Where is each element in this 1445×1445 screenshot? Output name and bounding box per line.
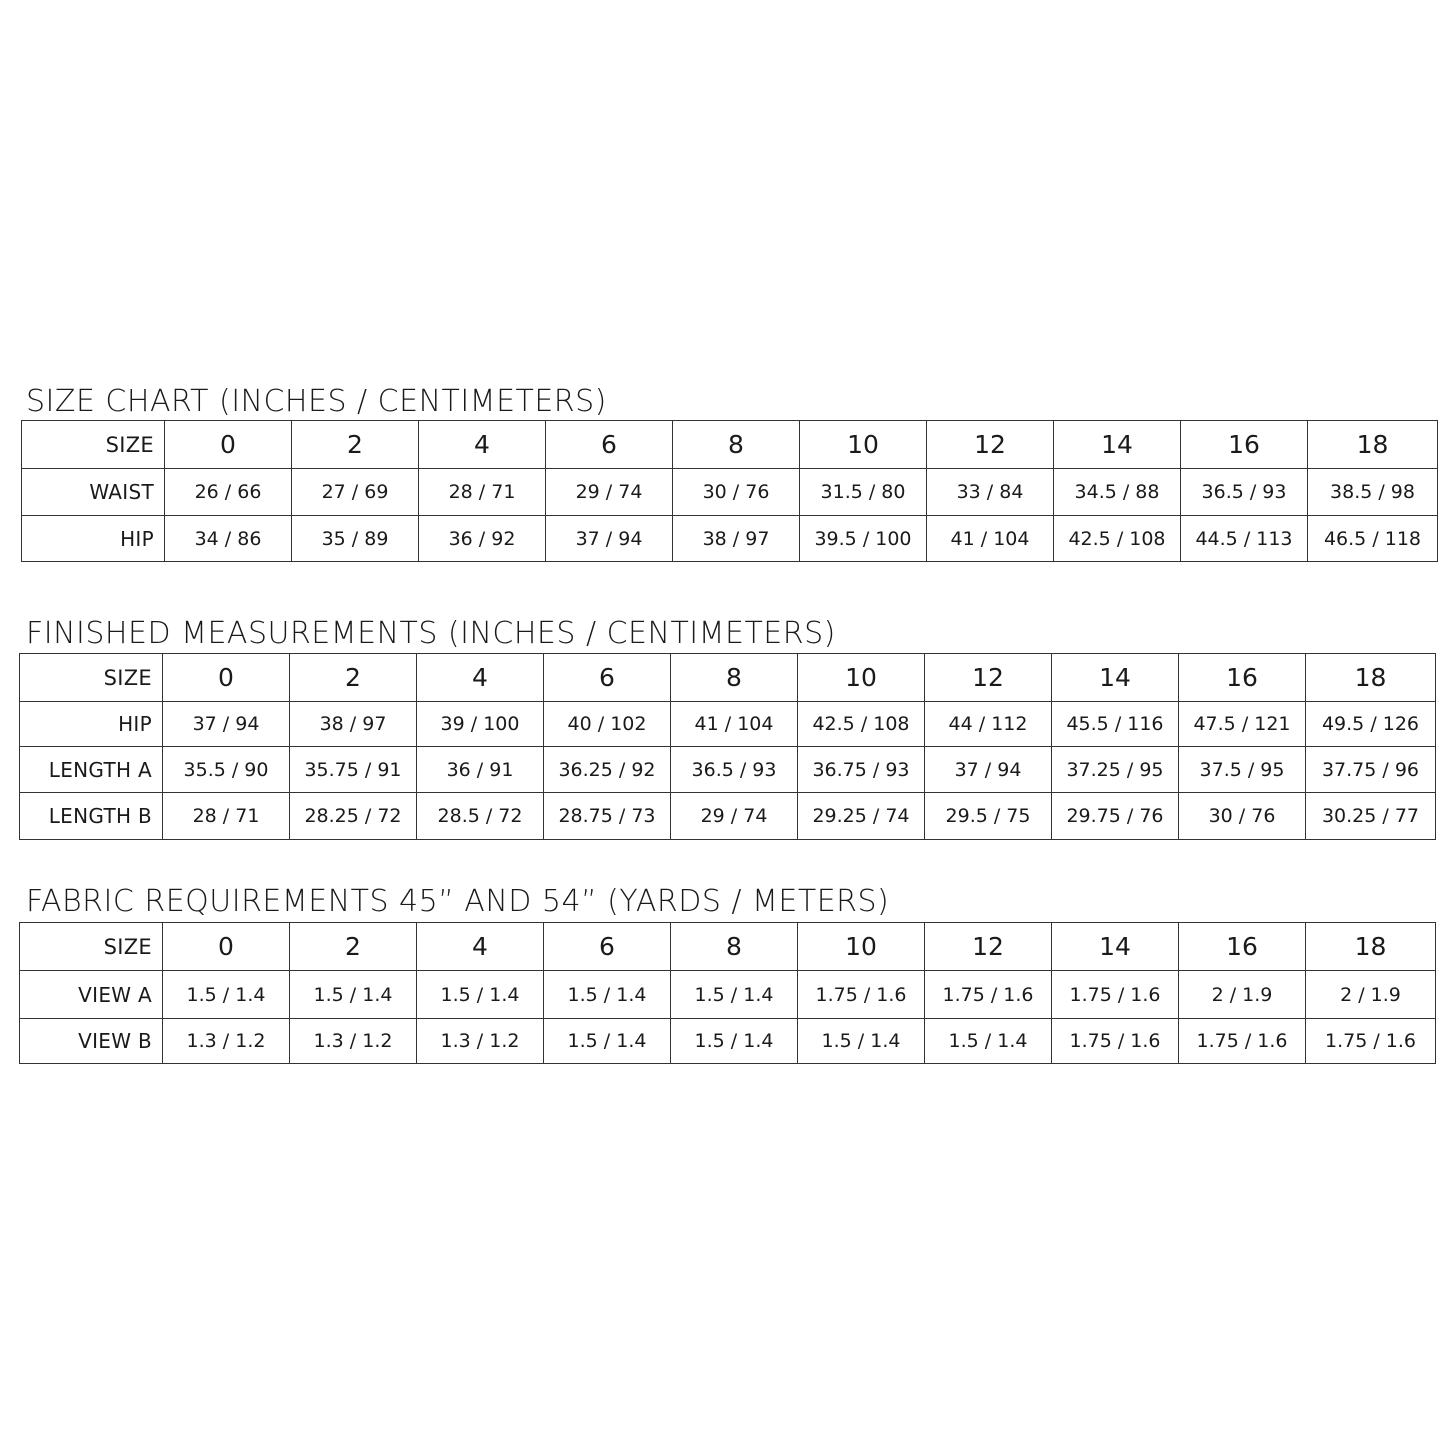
size-header-cell: 12	[927, 421, 1054, 469]
table-cell: 29.25 / 74	[798, 793, 925, 840]
size-header-cell: 14	[1052, 923, 1179, 971]
size-header-cell: 18	[1306, 923, 1436, 971]
table-row	[20, 793, 1436, 840]
row-label-length-a: LENGTH A	[20, 747, 163, 793]
table-cell: 1.75 / 1.6	[925, 971, 1052, 1019]
size-header-cell: 4	[419, 421, 546, 469]
size-header-cell: 16	[1179, 923, 1306, 971]
finished-measurements-table	[19, 653, 1436, 840]
table-cell: 26 / 66	[165, 469, 292, 516]
table-cell: 36.5 / 93	[671, 747, 798, 793]
size-header-cell: 10	[800, 421, 927, 469]
size-header-cell: 14	[1054, 421, 1181, 469]
fabric-header-row	[20, 923, 1436, 971]
table-cell: 35.75 / 91	[290, 747, 417, 793]
table-cell: 31.5 / 80	[800, 469, 927, 516]
size-header-cell: 2	[292, 421, 419, 469]
table-cell: 41 / 104	[927, 516, 1054, 562]
size-header-cell: 16	[1181, 421, 1308, 469]
table-cell: 28.75 / 73	[544, 793, 671, 840]
size-header-label: SIZE	[22, 421, 165, 469]
table-cell: 29 / 74	[546, 469, 673, 516]
row-label-length-b: LENGTH B	[20, 793, 163, 840]
table-row	[22, 469, 1438, 516]
table-cell: 49.5 / 126	[1306, 702, 1436, 747]
size-header-cell: 10	[798, 923, 925, 971]
table-cell: 30 / 76	[1179, 793, 1306, 840]
table-cell: 42.5 / 108	[798, 702, 925, 747]
table-cell: 36 / 91	[417, 747, 544, 793]
table-cell: 1.3 / 1.2	[163, 1019, 290, 1064]
table-cell: 44.5 / 113	[1181, 516, 1308, 562]
table-cell: 42.5 / 108	[1054, 516, 1181, 562]
table-cell: 37.25 / 95	[1052, 747, 1179, 793]
table-cell: 28.5 / 72	[417, 793, 544, 840]
table-cell: 1.5 / 1.4	[417, 971, 544, 1019]
row-label-hip: HIP	[22, 516, 165, 562]
table-cell: 1.5 / 1.4	[544, 971, 671, 1019]
size-header-cell: 12	[925, 923, 1052, 971]
table-row	[20, 747, 1436, 793]
table-cell: 34.5 / 88	[1054, 469, 1181, 516]
table-cell: 2 / 1.9	[1179, 971, 1306, 1019]
table-cell: 38 / 97	[673, 516, 800, 562]
table-cell: 37 / 94	[163, 702, 290, 747]
table-cell: 1.5 / 1.4	[290, 971, 417, 1019]
table-cell: 29.5 / 75	[925, 793, 1052, 840]
table-cell: 1.5 / 1.4	[925, 1019, 1052, 1064]
table-cell: 37 / 94	[925, 747, 1052, 793]
table-cell: 1.75 / 1.6	[1306, 1019, 1436, 1064]
table-cell: 45.5 / 116	[1052, 702, 1179, 747]
table-cell: 44 / 112	[925, 702, 1052, 747]
size-header-cell: 0	[163, 923, 290, 971]
table-cell: 33 / 84	[927, 469, 1054, 516]
table-row	[20, 702, 1436, 747]
size-header-cell: 18	[1306, 654, 1436, 702]
size-header-cell: 16	[1179, 654, 1306, 702]
size-chart-title: SIZE CHART (INCHES / CENTIMETERS)	[26, 384, 607, 419]
size-header-cell: 8	[671, 923, 798, 971]
size-chart-header-row	[22, 421, 1438, 469]
table-cell: 27 / 69	[292, 469, 419, 516]
size-header-label: SIZE	[20, 923, 163, 971]
table-cell: 28 / 71	[419, 469, 546, 516]
size-header-cell: 6	[544, 923, 671, 971]
finished-header-row	[20, 654, 1436, 702]
table-cell: 37 / 94	[546, 516, 673, 562]
size-header-cell: 2	[290, 923, 417, 971]
table-row	[20, 971, 1436, 1019]
table-cell: 28.25 / 72	[290, 793, 417, 840]
size-header-cell: 14	[1052, 654, 1179, 702]
table-cell: 36.5 / 93	[1181, 469, 1308, 516]
fabric-requirements-table	[19, 922, 1436, 1064]
table-cell: 1.75 / 1.6	[1052, 1019, 1179, 1064]
table-cell: 38.5 / 98	[1308, 469, 1438, 516]
table-cell: 30.25 / 77	[1306, 793, 1436, 840]
table-cell: 29 / 74	[671, 793, 798, 840]
table-cell: 1.75 / 1.6	[798, 971, 925, 1019]
table-cell: 36.25 / 92	[544, 747, 671, 793]
size-header-cell: 12	[925, 654, 1052, 702]
size-header-cell: 18	[1308, 421, 1438, 469]
row-label-view-b: VIEW B	[20, 1019, 163, 1064]
table-row	[20, 1019, 1436, 1064]
size-chart-table	[21, 420, 1438, 562]
size-header-cell: 4	[417, 654, 544, 702]
table-cell: 35.5 / 90	[163, 747, 290, 793]
size-header-cell: 8	[671, 654, 798, 702]
finished-measurements-title: FINISHED MEASUREMENTS (INCHES / CENTIMETERS)	[26, 616, 836, 651]
row-label-hip: HIP	[20, 702, 163, 747]
table-cell: 40 / 102	[544, 702, 671, 747]
table-cell: 1.5 / 1.4	[671, 971, 798, 1019]
table-cell: 37.5 / 95	[1179, 747, 1306, 793]
table-cell: 2 / 1.9	[1306, 971, 1436, 1019]
table-cell: 1.5 / 1.4	[544, 1019, 671, 1064]
table-cell: 1.3 / 1.2	[290, 1019, 417, 1064]
fabric-requirements-title: FABRIC REQUIREMENTS 45” AND 54” (YARDS / METERS)	[26, 884, 890, 919]
table-cell: 46.5 / 118	[1308, 516, 1438, 562]
table-cell: 39 / 100	[417, 702, 544, 747]
table-cell: 41 / 104	[671, 702, 798, 747]
table-cell: 38 / 97	[290, 702, 417, 747]
table-cell: 37.75 / 96	[1306, 747, 1436, 793]
table-cell: 35 / 89	[292, 516, 419, 562]
size-header-cell: 4	[417, 923, 544, 971]
table-cell: 1.5 / 1.4	[671, 1019, 798, 1064]
table-cell: 1.5 / 1.4	[163, 971, 290, 1019]
size-header-cell: 10	[798, 654, 925, 702]
size-header-cell: 2	[290, 654, 417, 702]
size-header-cell: 8	[673, 421, 800, 469]
table-cell: 29.75 / 76	[1052, 793, 1179, 840]
table-cell: 1.75 / 1.6	[1052, 971, 1179, 1019]
size-header-cell: 6	[546, 421, 673, 469]
table-cell: 39.5 / 100	[800, 516, 927, 562]
table-row	[22, 516, 1438, 562]
table-cell: 1.3 / 1.2	[417, 1019, 544, 1064]
size-header-cell: 0	[165, 421, 292, 469]
size-header-cell: 0	[163, 654, 290, 702]
table-cell: 1.75 / 1.6	[1179, 1019, 1306, 1064]
table-cell: 36 / 92	[419, 516, 546, 562]
table-cell: 34 / 86	[165, 516, 292, 562]
size-header-cell: 6	[544, 654, 671, 702]
table-cell: 30 / 76	[673, 469, 800, 516]
table-cell: 47.5 / 121	[1179, 702, 1306, 747]
table-cell: 36.75 / 93	[798, 747, 925, 793]
table-cell: 1.5 / 1.4	[798, 1019, 925, 1064]
row-label-view-a: VIEW A	[20, 971, 163, 1019]
size-header-label: SIZE	[20, 654, 163, 702]
table-cell: 28 / 71	[163, 793, 290, 840]
row-label-waist: WAIST	[22, 469, 165, 516]
